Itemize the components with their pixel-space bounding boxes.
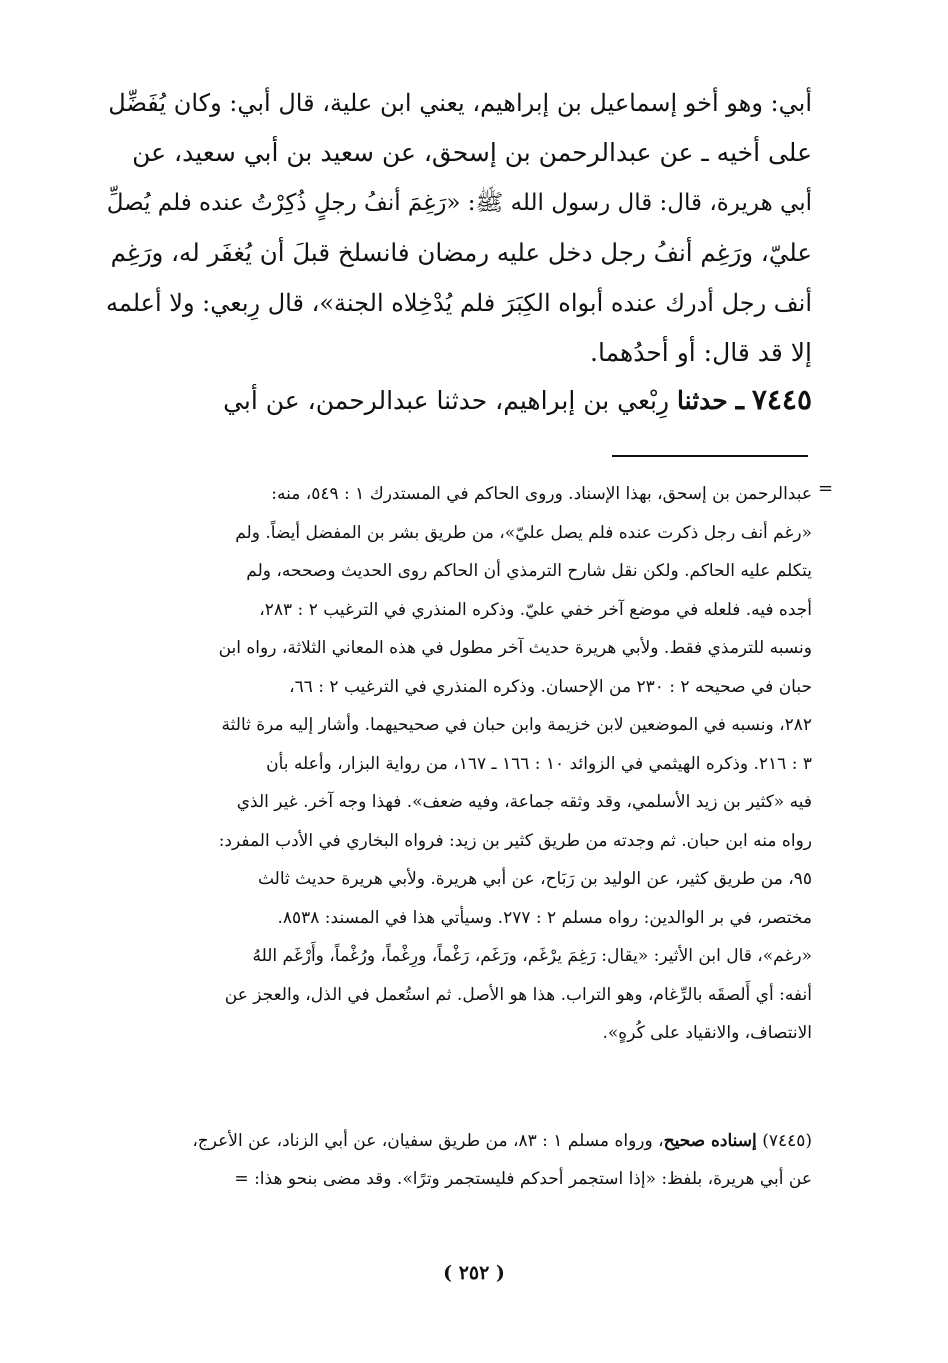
footnote-7445 — [84, 1122, 812, 1198]
footnote-text: ، ورواه مسلم ١ : ٨٣، من طريق سفيان، عن أبي الزناد، عن الأعرج، — [192, 1131, 664, 1151]
footnote-line: أجده فيه. فلعله في موضع آخر خفي عليّ. وذكره المنذري في الترغيب ٢ : ٢٨٣، — [259, 599, 812, 620]
footnote-line: عبدالرحمن بن إسحق، بهذا الإسناد. وروى الحاكم في المستدرك ١ : ٥٤٩، منه: — [271, 484, 812, 504]
footnote-line: ٢٨٢، ونسبه في الموضعين لابن خزيمة وابن حبان في صحيحيهما. وأشار إليه مرة ثالثة — [221, 715, 812, 735]
footnote-line: ٩٥، من طريق كثير، عن الوليد بن رَبَاح، عن أبي هريرة. ولأبي هريرة حديث ثالث — [257, 869, 812, 889]
footnote-line: رواه منه ابن حبان. ثم وجدته من طريق كثير بن زيد: فرواه البخاري في الأدب المفرد: — [218, 830, 812, 851]
footnotes-block — [100, 475, 812, 1053]
main-text-block — [100, 78, 812, 378]
continuation-mark: = — [818, 478, 834, 499]
main-text-line: أبي: وهو أخو إسماعيل بن إبراهيم، يعني ابن علية، قال أبي: وكان يُفَضِّل — [108, 89, 812, 117]
page-number: ( ٢٥٢ ) — [443, 1262, 505, 1284]
footnote-line: ٣ : ٢١٦. وذكره الهيثمي في الزوائد ١٠ : ١٦٦ ـ ١٦٧، من رواية البزار، وأعله بأن — [266, 753, 812, 774]
main-text-line: عليّ، ورَغِم أنفُ رجل دخل عليه رمضان فانسلخ قبلَ أن يُغفَر له، ورَغِم — [110, 238, 812, 267]
footnote-line: مختصر، في بر الوالدين: رواه مسلم ٢ : ٢٧٧. وسيأتي هذا في المسند: ٨٥٣٨. — [277, 907, 812, 928]
footnote-line: «رغم»، قال ابن الأثير: «يقال: رَغِمَ يرْغَم، ورَغَم، رَغْماً، ورِغْماً، ورُغْماً، وأَرْغَم اللهُ — [252, 946, 812, 966]
footnote-line: أنفه: أي أَلصقَه بالرِّغام، وهو التراب. هذا هو الأصل. ثم استُعمل في الذل، والعجز عن — [224, 984, 812, 1005]
footnote-number: (٧٤٤٥) — [762, 1131, 812, 1151]
hadith-number: ٧٤٤٥ — [751, 383, 812, 416]
footnote-line: الانتصاف، والانقياد على كُرهٍ». — [602, 1023, 812, 1043]
main-text-line: إلا قد قال: أو أحدُهما. — [590, 338, 812, 367]
footnote-line: فيه «كثير بن زيد الأسلمي، وقد وثقه جماعة، وفيه ضعف». فهذا وجه آخر. غير الذي — [236, 792, 812, 812]
footnote-line: «رغم أنف رجل ذكرت عنده فلم يصل عليّ»، من طريق بشر بن المفضل أيضاً. ولم — [235, 522, 812, 543]
hadith-lead-word: حدثنا — [677, 386, 728, 415]
footnote-line: ونسبه للترمذي فقط. ولأبي هريرة حديث آخر مطول في هذه المعاني الثلاثة، رواه ابن — [218, 638, 812, 658]
grading-phrase: إسناده صحيح — [663, 1131, 757, 1151]
main-text-line: على أخيه ـ عن عبدالرحمن بن إسحق، عن سعيد بن أبي سعيد، عن — [132, 138, 812, 167]
footnote-7445-line-1 — [84, 1122, 812, 1160]
hadith-heading — [100, 375, 812, 425]
main-text-line: أبي هريرة، قال: قال رسول الله ﷺ: «رَغِمَ أنفُ رجلٍ ذُكِرْتُ عنده فلم يُصلِّ — [106, 190, 812, 216]
footnote-divider — [612, 455, 808, 457]
main-text-line: أنف رجل أدرك عنده أبواه الكِبَرَ فلم يُدْخِلاه الجنة»، قال رِبعي: ولا أعلمه — [105, 289, 812, 317]
footnote-line: حبان في صحيحه ٢ : ٢٣٠ من الإحسان. وذكره المنذري في الترغيب ٢ : ٦٦، — [289, 676, 812, 697]
footnote-7445-line-2: عن أبي هريرة، بلفظ: «إذا استجمر أحدكم فليستجمر وترًا». وقد مضى بنحو هذا: = — [234, 1169, 812, 1189]
hadith-text: رِبْعي بن إبراهيم، حدثنا عبدالرحمن، عن أبي — [223, 386, 670, 415]
hadith-separator: ـ — [735, 383, 744, 416]
footnote-line: يتكلم عليه الحاكم. ولكن نقل شارح الترمذي أن الحاكم روى الحديث وصححه، ولم — [246, 561, 812, 581]
